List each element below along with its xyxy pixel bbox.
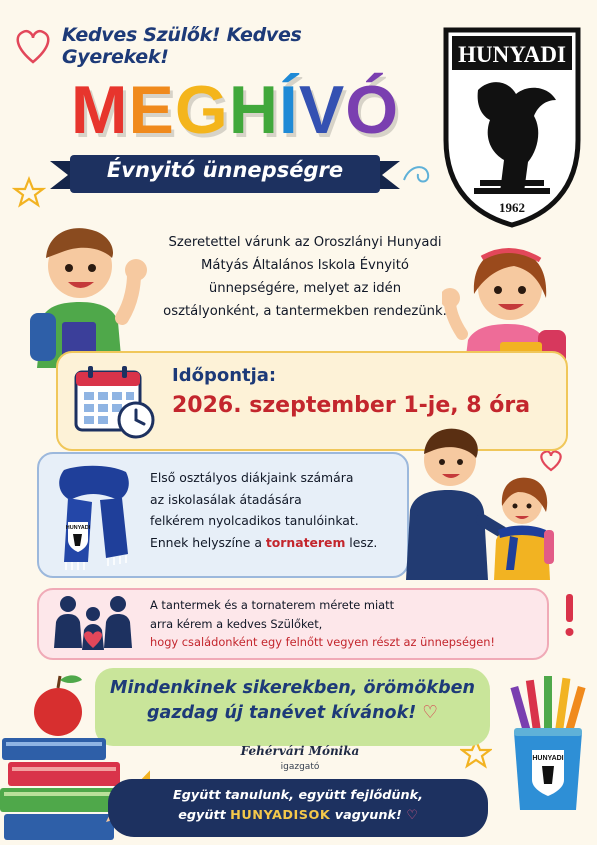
greeting-text: Kedves Szülők! Kedves Gyerekek!	[62, 24, 302, 68]
signature-name: Fehérvári Mónika	[240, 744, 360, 758]
logo-year: 1962	[499, 200, 525, 215]
wish-line-2-text: gazdag új tanévet kívánok!	[146, 703, 417, 723]
footer-line-2	[108, 806, 488, 826]
heart-inline-icon: ♡	[422, 703, 438, 723]
family-text-block	[150, 596, 510, 652]
wish-line-2	[95, 701, 490, 726]
scarf-line-4-suffix: lesz.	[345, 534, 378, 550]
title-letter: G	[174, 72, 229, 148]
family-line-2: arra kérem a kedves Szülőket,	[150, 616, 323, 631]
date-label: Időpontja:	[172, 365, 277, 386]
pencil-cup-illustration	[504, 676, 592, 816]
boy-with-book-illustration	[22, 218, 160, 368]
title-letter: E	[128, 72, 175, 148]
family-line-1: A tantermek és a tornaterem mérete miatt	[150, 598, 395, 612]
cup-label-text: HUNYADI	[532, 755, 564, 762]
school-logo-shield	[438, 20, 586, 232]
family-line-3: hogy családonként egy felnőtt vegyen részt az ünnepségen!	[150, 635, 495, 649]
family-icon	[48, 592, 138, 654]
school-scarf-icon	[48, 462, 140, 572]
signature-role: igazgató	[280, 762, 320, 772]
intro-text: Szeretettel várunk az Oroszlányi Hunyadi Mátyás Általános Iskola Évnyitó ünnepségére, melyet az idén osztályonként, a tantermekben rendezünk.	[163, 235, 447, 319]
scarf-logo-text: HUNYADI	[65, 525, 91, 531]
logo-name: HUNYADI	[458, 42, 566, 67]
page-title	[40, 70, 430, 150]
footer-heart-icon: ♡	[406, 808, 418, 823]
gym-highlight: tornaterem	[265, 534, 346, 550]
scarf-line-1: Első osztályos diákjaink számára	[150, 470, 354, 485]
wish-text-block	[95, 676, 490, 726]
title-letter: Í	[278, 72, 299, 148]
footer-line-2-suffix: vagyunk!	[330, 808, 402, 823]
scarf-handover-illustration	[398, 420, 558, 580]
heart-doodle-icon	[8, 20, 58, 70]
scarf-line-4-prefix: Ennek helyszíne a	[150, 534, 266, 550]
scarf-line-3: felkérem nyolcadikos tanulóinkat.	[150, 513, 359, 528]
star-doodle-icon	[12, 176, 46, 210]
title-letter: Ó	[345, 72, 400, 148]
title-letter: H	[228, 72, 279, 148]
title-letter: M	[70, 72, 129, 148]
footer-line-1: Együtt tanulunk, együtt fejlődünk,	[173, 788, 423, 803]
footer-line-2-prefix: együtt	[178, 808, 231, 823]
footer-text-block	[108, 786, 488, 826]
scarf-line-4	[150, 532, 410, 554]
title-letter: V	[298, 72, 346, 148]
subtitle-text: Évnyitó ünnepségre	[106, 158, 344, 182]
scarf-line-2: az iskolasálak átadására	[150, 491, 302, 507]
date-value: 2026. szeptember 1-je, 8 óra	[172, 393, 531, 418]
calendar-clock-icon	[72, 362, 160, 442]
footer-hunyadisok-highlight: HUNYADISOK	[230, 808, 331, 823]
wish-line-1: Mindenkinek sikerekben, örömökben	[110, 678, 475, 698]
swirl-doodle-icon	[400, 160, 440, 190]
scarf-text-block	[150, 467, 410, 553]
exclamation-icon	[560, 590, 580, 640]
